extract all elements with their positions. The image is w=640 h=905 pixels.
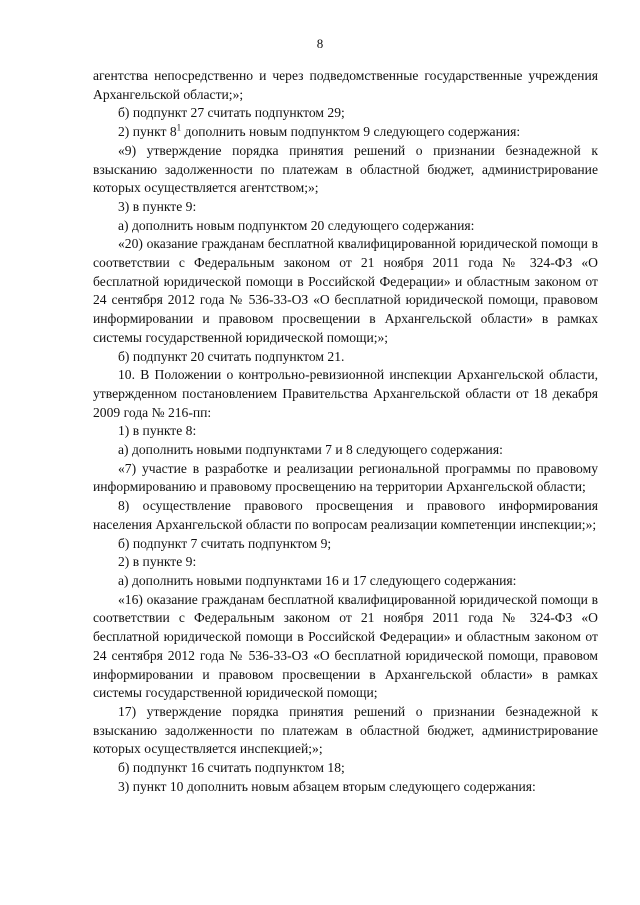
paragraph-text: дополнить новым подпунктом 9 следующего содержания:	[181, 124, 521, 140]
paragraph-text: 2) пункт 8	[118, 124, 177, 140]
paragraph: 10. В Положении о контрольно-ревизионной инспекции Архангельской области, утвержденном постановлением Правительства Архангельской области от 18 декабря 2009 года № 216-пп:	[93, 367, 598, 420]
paragraph: «20) оказание гражданам бесплатной квалифицированной юридической помощи в соответствии с Федеральным законом от 21 ноября 2011 года № 324-ФЗ «О бесплатной юридической помощи в Российской Федерации» и областным законом от 24 сентября 2012 года № 536-33-ОЗ «О бесплатной юридической помощи, правовом информировании и правовом просвещении в Архангельской области» в рамках системы государственной юридической помощи;»;	[93, 236, 598, 345]
paragraph: а) дополнить новым подпунктом 20 следующего содержания:	[118, 217, 475, 233]
paragraph: б) подпункт 20 считать подпунктом 21.	[118, 348, 345, 364]
paragraph: «7) участие в разработке и реализации региональной программы по правовому информированию и правовому просвещению на территории Архангельской области;	[93, 460, 598, 495]
page-number: 8	[316, 36, 324, 51]
document-body	[93, 67, 598, 796]
paragraph: б) подпункт 16 считать подпунктом 18;	[118, 760, 345, 776]
paragraph: а) дополнить новыми подпунктами 7 и 8 следующего содержания:	[118, 442, 503, 458]
paragraph: «9) утверждение порядка принятия решений о признании безнадежной к взысканию задолженности по платежам в областной бюджет, администрирование которых осуществляется агентством;»;	[93, 142, 598, 196]
paragraph: 8) осуществление правового просвещения и правового информирования населения Архангельской области по вопросам реализации компетенции инспекции;»;	[93, 498, 598, 532]
paragraph: б) подпункт 7 считать подпунктом 9;	[118, 535, 332, 551]
paragraph: агентства непосредственно и через подведомственные государственные учреждения Архангельской области;»;	[93, 68, 598, 102]
paragraph: 3) в пункте 9:	[118, 198, 197, 214]
superscript: 1	[176, 122, 182, 133]
paragraph: 17) утверждение порядка принятия решений о признании безнадежной к взысканию задолженности по платежам в областной бюджет, администрирование которых осуществляется инспекцией;»;	[93, 703, 598, 757]
paragraph	[93, 123, 598, 142]
paragraph: 2) в пункте 9:	[118, 554, 197, 570]
paragraph: «16) оказание гражданам бесплатной квалифицированной юридической помощи в соответствии с Федеральным законом от 21 ноября 2011 года № 324-ФЗ «О бесплатной юридической помощи в Российской Федерации» и областным законом от 24 сентября 2012 года № 536-33-ОЗ «О бесплатной юридической помощи, правовом информировании и правовом просвещении в Архангельской области» в рамках системы государственной юридической помощи;	[93, 591, 598, 701]
paragraph: 3) пункт 10 дополнить новым абзацем вторым следующего содержания:	[118, 778, 536, 794]
paragraph: а) дополнить новыми подпунктами 16 и 17 следующего содержания:	[118, 572, 517, 588]
paragraph: б) подпункт 27 считать подпунктом 29;	[118, 105, 345, 121]
paragraph: 1) в пункте 8:	[118, 423, 197, 439]
